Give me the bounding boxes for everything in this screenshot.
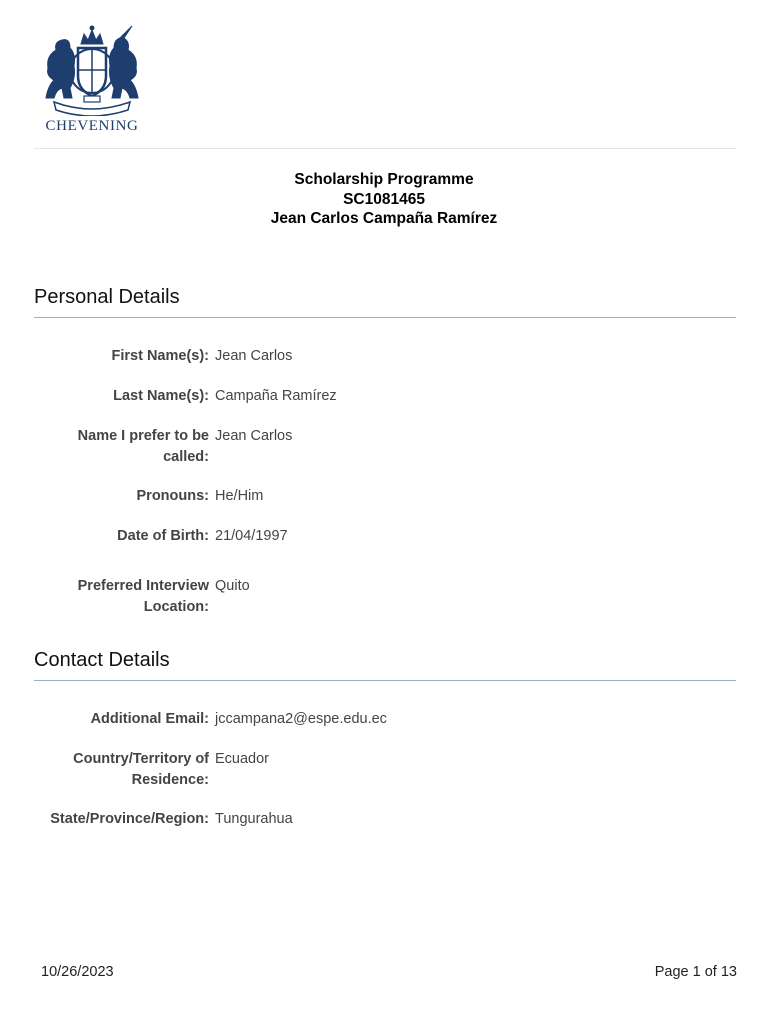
chevening-logo bbox=[40, 24, 144, 135]
field-value: He/Him bbox=[215, 488, 264, 504]
field-value: 21/04/1997 bbox=[215, 528, 288, 544]
field-label: Pronouns: bbox=[136, 488, 209, 504]
field-label: Last Name(s): bbox=[113, 388, 209, 404]
field-value: Campaña Ramírez bbox=[215, 388, 337, 404]
field-value: Jean Carlos bbox=[215, 428, 293, 444]
field-label: State/Province/Region: bbox=[50, 811, 209, 827]
personal-details-heading: Personal Details bbox=[34, 286, 736, 318]
field-label: Preferred Interview Location: bbox=[77, 578, 209, 615]
field-value: Jean Carlos bbox=[215, 348, 293, 364]
page-number: Page 1 of 13 bbox=[654, 964, 737, 980]
field-value: Ecuador bbox=[215, 751, 270, 767]
footer-date: 10/26/2023 bbox=[41, 964, 114, 980]
field-value: jccampana2@espe.edu.ec bbox=[215, 711, 387, 727]
page-header bbox=[34, 24, 736, 149]
programme-name: Scholarship Programme bbox=[294, 171, 474, 188]
field-label: Additional Email: bbox=[90, 711, 209, 727]
field-label: Country/Territory of Residence: bbox=[73, 751, 209, 788]
field-label: Name I prefer to be called: bbox=[77, 428, 209, 465]
field-label: Date of Birth: bbox=[117, 528, 209, 544]
document-title bbox=[0, 170, 768, 229]
logo-wordmark: CHEVENING bbox=[45, 118, 139, 134]
field-value: Tungurahua bbox=[215, 811, 293, 827]
contact-details-heading: Contact Details bbox=[34, 649, 736, 681]
applicant-name: Jean Carlos Campaña Ramírez bbox=[270, 210, 498, 227]
field-label: First Name(s): bbox=[111, 348, 209, 364]
field-value: Quito bbox=[215, 578, 250, 594]
royal-coat-of-arms-icon bbox=[40, 24, 144, 116]
application-id: SC1081465 bbox=[343, 190, 425, 208]
